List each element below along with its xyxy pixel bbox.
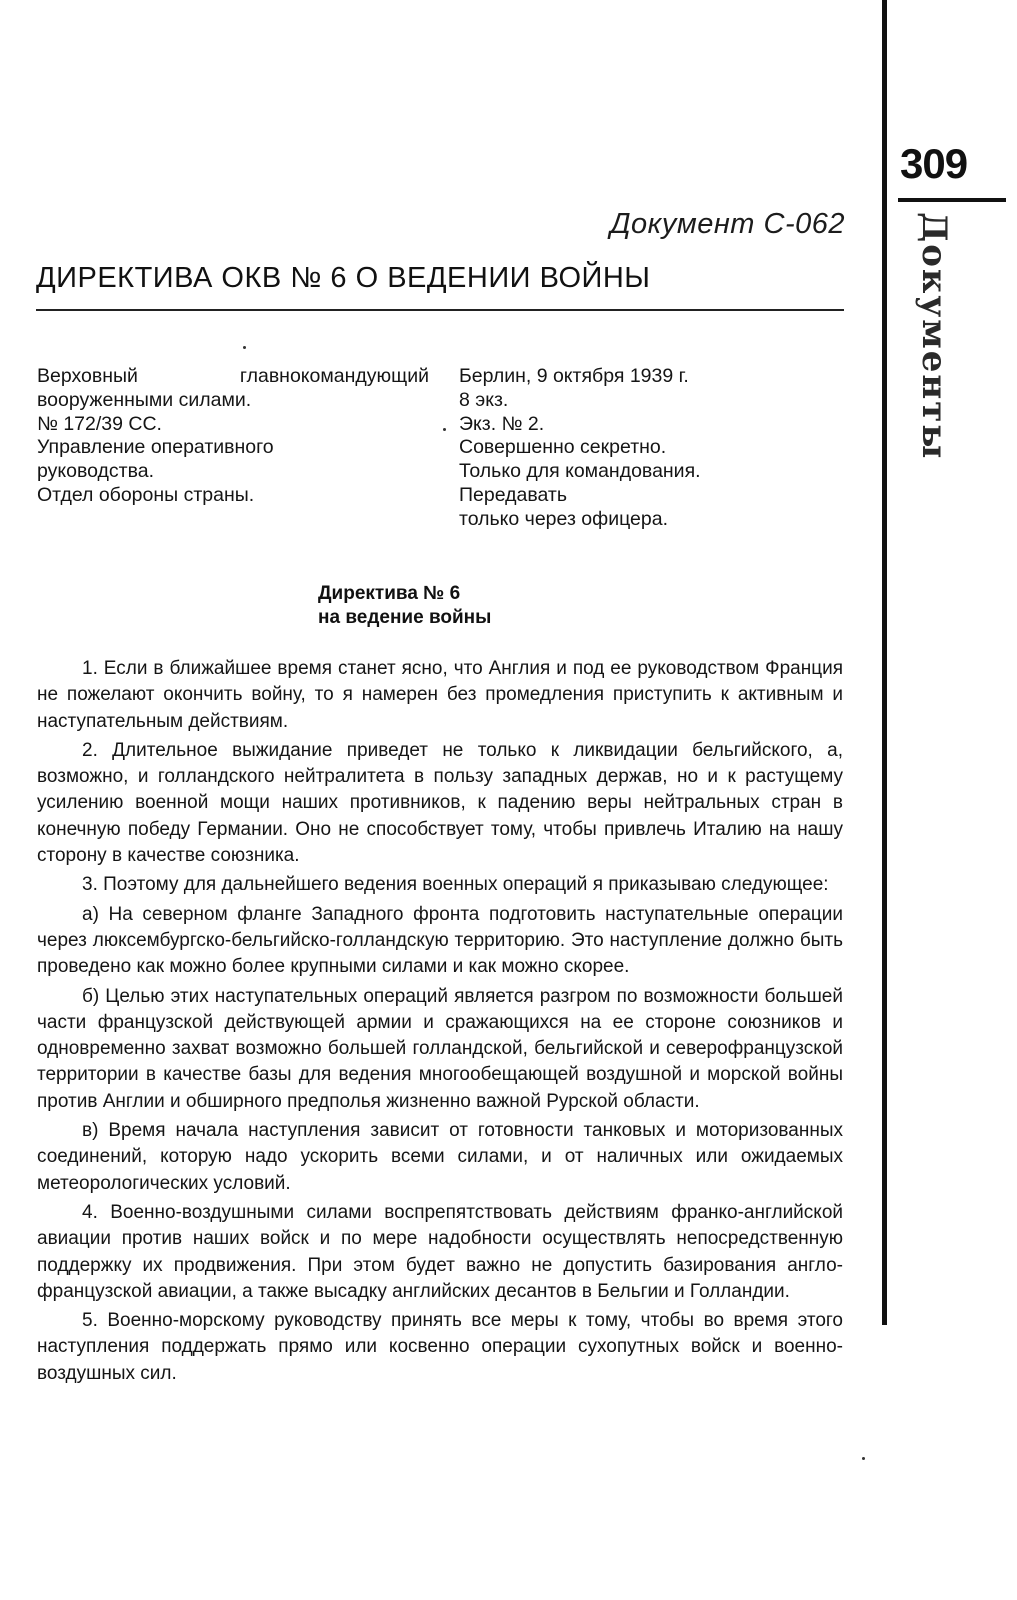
issuer-line: Отдел обороны страны. [37, 483, 255, 506]
paragraph: а) На северном фланге Западного фронта подготовить наступательные операции через люксембургско-бельгийско-голландскую территорию. Это наступление должно быть проведено как можно более крупными силами и как можно скорее. [37, 903, 843, 978]
distribution-line: Только для командования. [459, 460, 701, 483]
issuer-line: № 172/39 СС. [37, 412, 162, 435]
title-rule [36, 309, 844, 311]
paragraph: 4. Военно-воздушными силами воспрепятствовать действиям франко-английской авиации против наших войск и по мере надобности осуществлять непосредственную поддержку их продвижения. При этом будет важно не допустить базирования англо-французской авиации, а также высадку английских десантов в Бельгии и Голландии. [37, 1201, 843, 1302]
directive-heading-line: на ведение войны [318, 607, 492, 628]
place-date-block [459, 365, 789, 532]
paragraph: 3. Поэтому для дальнейшего ведения военных операций я приказываю следующее: [82, 874, 829, 896]
handling-line: только через офицера. [459, 507, 668, 530]
paragraph: 1. Если в ближайшее время станет ясно, что Англия и под ее руководством Франция не пожелают окончить войну, то я намерен без промедления приступить к активным и наступательным действиям. [37, 658, 843, 732]
section-tab: Документы [914, 212, 954, 461]
issuer-line: Управление оперативного [37, 436, 274, 459]
directive-heading [318, 582, 491, 630]
classification-line: Совершенно секретно. [459, 436, 667, 459]
margin-rule [882, 0, 887, 1325]
issuer-line: руководства. [37, 460, 154, 483]
issuer-line: Верховный главнокомандующий [37, 365, 429, 387]
paragraph: 5. Военно-морскому руководству принять все меры к тому, чтобы во время этого наступления поддержать прямо или косвенно операции сухопутных войск и военно-воздушных сил. [37, 1310, 843, 1384]
document-label: Документ С-062 [610, 208, 845, 240]
directive-body [37, 656, 843, 1390]
copies-line: 8 экз. [459, 388, 509, 411]
print-speck [243, 346, 246, 349]
print-speck [443, 428, 446, 431]
page-number: 309 [900, 140, 968, 187]
issuer-block [37, 365, 429, 508]
handling-line: Передавать [459, 483, 567, 506]
paragraph: в) Время начала наступления зависит от готовности танковых и моторизованных соединений, которую надо ускорить всеми силами, и от наличных или ожидаемых метеорологических условий. [37, 1120, 843, 1194]
issuer-line: вооруженными силами. [37, 388, 252, 411]
copy-number-line: Экз. № 2. [459, 412, 545, 435]
page-number-rule [898, 198, 1006, 202]
paragraph: 2. Длительное выжидание приведет не только к ликвидации бельгийского, а, возможно, и голландского нейтралитета в пользу западных держав, но и к растущему усилению военной мощи наших противников, к падению веры нейтральных стран в конечную победу Германии. Оно не способствует тому, чтобы привлечь Италию на нашу сторону в качестве союзника. [37, 739, 843, 867]
document-title: ДИРЕКТИВА ОКВ № 6 О ВЕДЕНИИ ВОЙНЫ [36, 262, 651, 294]
print-speck [862, 1457, 865, 1460]
directive-heading-line: Директива № 6 [318, 583, 461, 604]
place-date-line: Берлин, 9 октября 1939 г. [459, 365, 689, 387]
paragraph: б) Целью этих наступательных операций является разгром по возможности большей части французской действующей армии и сражающихся на ее стороне союзников и одновременно захват возможно большей голландской, бельгийской и северофранцузской территории в качестве базы для ведения многообещающей воздушной и морской войны против Англии и обширного предполья жизненно важной Рурской области. [37, 985, 843, 1112]
